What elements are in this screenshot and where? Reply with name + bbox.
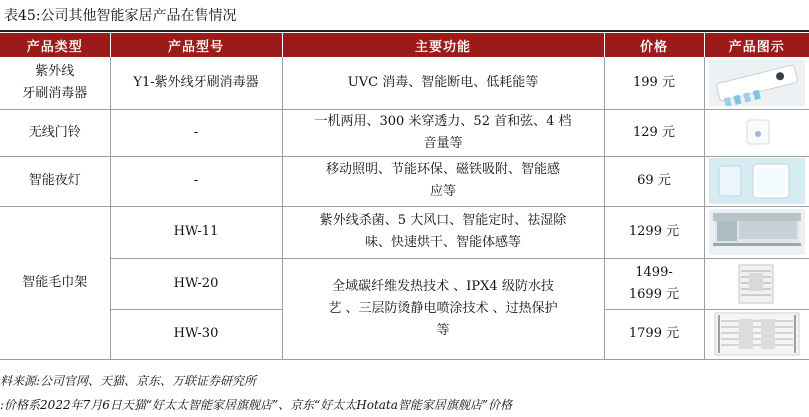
features-text: 全域碳纤维发热技术 、IPX4 级防水技 艺 、三层防烫静电喷涂技术 、过热保护 等 bbox=[328, 278, 558, 338]
features-cell bbox=[282, 109, 604, 156]
price-text: 199 元 bbox=[633, 74, 675, 90]
features-text: 移动照明、节能环保、磁铁吸附、智能感 应等 bbox=[325, 162, 560, 199]
model-text: - bbox=[193, 124, 199, 140]
price-cell bbox=[604, 206, 704, 258]
header-image: 产品图示 bbox=[704, 33, 809, 57]
doorbell-image bbox=[709, 110, 805, 156]
model-text: Y1-紫外线牙刷消毒器 bbox=[133, 74, 259, 90]
image-cell bbox=[704, 206, 809, 258]
table-title: 表45:公司其他智能家居产品在售情况 bbox=[4, 8, 237, 24]
table-row bbox=[0, 57, 809, 109]
source-note: 料来源:公司官网、天猫、京东、万联证券研究所 bbox=[0, 374, 257, 388]
towel-rack-hw11-image bbox=[709, 209, 805, 255]
model-cell bbox=[110, 206, 282, 258]
category-cell bbox=[0, 57, 110, 109]
features-cell bbox=[282, 57, 604, 109]
price-note: :价格系2022年7月6日天猫“好太太智能家居旗舰店”、京东“好太太Hotata智能家居旗舰店”价格 bbox=[0, 398, 513, 412]
table-row bbox=[0, 156, 809, 206]
header-features: 主要功能 bbox=[282, 33, 604, 57]
price-text: 129 元 bbox=[633, 124, 675, 140]
price-cell bbox=[604, 156, 704, 206]
price-text: 69 元 bbox=[637, 173, 671, 188]
price-cell bbox=[604, 309, 704, 359]
header-price: 价格 bbox=[604, 33, 704, 57]
title-rule bbox=[0, 30, 809, 32]
table-row bbox=[0, 109, 809, 156]
night-light-image bbox=[709, 158, 805, 204]
price-text: 1799 元 bbox=[628, 326, 680, 341]
model-cell bbox=[110, 309, 282, 359]
model-text: HW-20 bbox=[173, 275, 219, 291]
model-text: HW-11 bbox=[173, 224, 219, 239]
features-cell bbox=[282, 156, 604, 206]
model-text: - bbox=[193, 173, 199, 188]
image-cell bbox=[704, 57, 809, 109]
category-text: 智能毛巾架 bbox=[22, 274, 88, 290]
product-table bbox=[0, 33, 809, 360]
image-cell bbox=[704, 309, 809, 359]
category-text: 智能夜灯 bbox=[28, 173, 81, 188]
model-cell bbox=[110, 57, 282, 109]
features-cell bbox=[282, 206, 604, 258]
header-row bbox=[0, 33, 809, 57]
table-row bbox=[0, 258, 809, 309]
category-cell bbox=[0, 109, 110, 156]
towel-rack-hw30-image bbox=[709, 311, 805, 357]
image-cell bbox=[704, 258, 809, 309]
category-cell bbox=[0, 206, 110, 359]
price-text: 1499- 1699 元 bbox=[628, 264, 680, 302]
price-cell bbox=[604, 258, 704, 309]
category-text: 紫外线 牙刷消毒器 bbox=[22, 63, 88, 101]
header-model: 产品型号 bbox=[110, 33, 282, 57]
price-cell bbox=[604, 109, 704, 156]
header-category: 产品类型 bbox=[0, 33, 110, 57]
price-cell bbox=[604, 57, 704, 109]
toothbrush-sterilizer-image bbox=[709, 60, 805, 106]
price-text: 1299 元 bbox=[628, 224, 680, 239]
features-cell bbox=[282, 258, 604, 359]
model-cell bbox=[110, 156, 282, 206]
image-cell bbox=[704, 156, 809, 206]
features-text: UVC 消毒、智能断电、低耗能等 bbox=[347, 74, 539, 90]
table-row bbox=[0, 206, 809, 258]
model-text: HW-30 bbox=[173, 326, 219, 341]
category-cell bbox=[0, 156, 110, 206]
image-cell bbox=[704, 109, 809, 156]
features-text: 紫外线杀菌、5 大风口、智能定时、祛湿除 味、快速烘干、智能体感等 bbox=[319, 213, 567, 250]
model-cell bbox=[110, 258, 282, 309]
model-cell bbox=[110, 109, 282, 156]
category-text: 无线门铃 bbox=[28, 124, 81, 140]
towel-rack-hw20-image bbox=[709, 261, 805, 307]
features-text: 一机两用、300 米穿透力、52 首和弦、4 档 音量等 bbox=[314, 113, 572, 151]
